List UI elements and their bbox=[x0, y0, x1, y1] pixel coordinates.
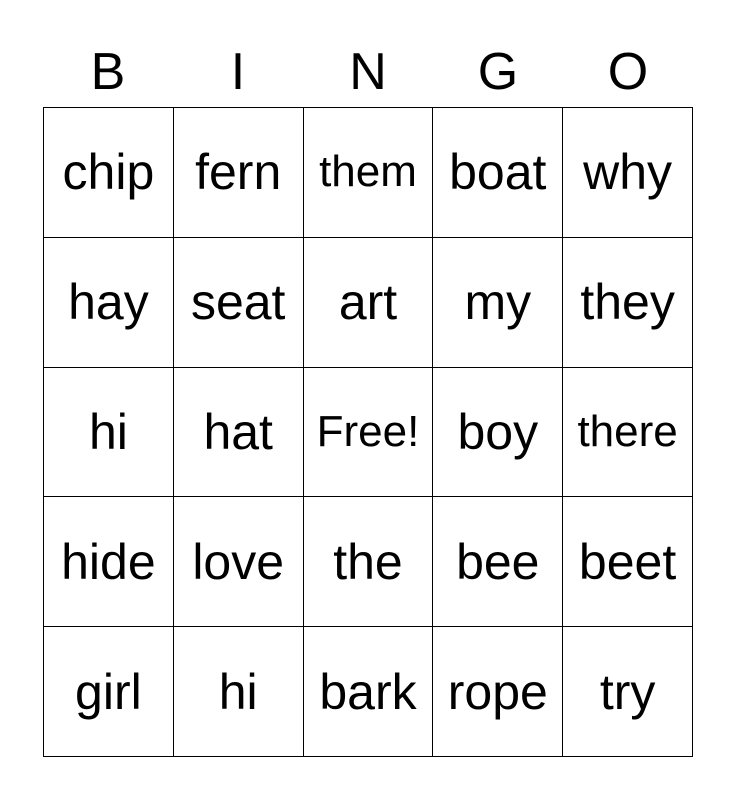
bingo-cell-r5-c5[interactable]: try bbox=[563, 627, 693, 757]
bingo-header bbox=[43, 40, 693, 104]
bingo-cell-r4-c3[interactable]: the bbox=[304, 497, 434, 627]
bingo-cell-r2-c3[interactable]: art bbox=[304, 238, 434, 368]
bingo-cell-r3-c5[interactable]: there bbox=[563, 368, 693, 498]
free-space-cell[interactable]: Free! bbox=[304, 368, 434, 498]
bingo-cell-r4-c5[interactable]: beet bbox=[563, 497, 693, 627]
bingo-cell-r2-c1[interactable]: hay bbox=[44, 238, 174, 368]
bingo-cell-r3-c1[interactable]: hi bbox=[44, 368, 174, 498]
bingo-cell-r4-c1[interactable]: hide bbox=[44, 497, 174, 627]
bingo-cell-r1-c5[interactable]: why bbox=[563, 108, 693, 238]
bingo-cell-r1-c2[interactable]: fern bbox=[174, 108, 304, 238]
bingo-cell-r5-c4[interactable]: rope bbox=[433, 627, 563, 757]
bingo-cell-r5-c2[interactable]: hi bbox=[174, 627, 304, 757]
bingo-cell-r5-c1[interactable]: girl bbox=[44, 627, 174, 757]
bingo-board bbox=[43, 107, 693, 757]
header-letter-n: N bbox=[349, 43, 387, 101]
header-letter-b: B bbox=[90, 43, 126, 101]
bingo-cell-r1-c3[interactable]: them bbox=[304, 108, 434, 238]
bingo-cell-r5-c3[interactable]: bark bbox=[304, 627, 434, 757]
bingo-cell-r4-c4[interactable]: bee bbox=[433, 497, 563, 627]
bingo-cell-r3-c2[interactable]: hat bbox=[174, 368, 304, 498]
bingo-cell-r1-c1[interactable]: chip bbox=[44, 108, 174, 238]
header-letter-g: G bbox=[477, 43, 519, 101]
bingo-cell-r1-c4[interactable]: boat bbox=[433, 108, 563, 238]
bingo-cell-r2-c2[interactable]: seat bbox=[174, 238, 304, 368]
header-letter-o: O bbox=[607, 43, 649, 101]
bingo-cell-r2-c5[interactable]: they bbox=[563, 238, 693, 368]
header-letter-i: I bbox=[230, 43, 246, 101]
bingo-cell-r2-c4[interactable]: my bbox=[433, 238, 563, 368]
bingo-cell-r3-c4[interactable]: boy bbox=[433, 368, 563, 498]
bingo-cell-r4-c2[interactable]: love bbox=[174, 497, 304, 627]
